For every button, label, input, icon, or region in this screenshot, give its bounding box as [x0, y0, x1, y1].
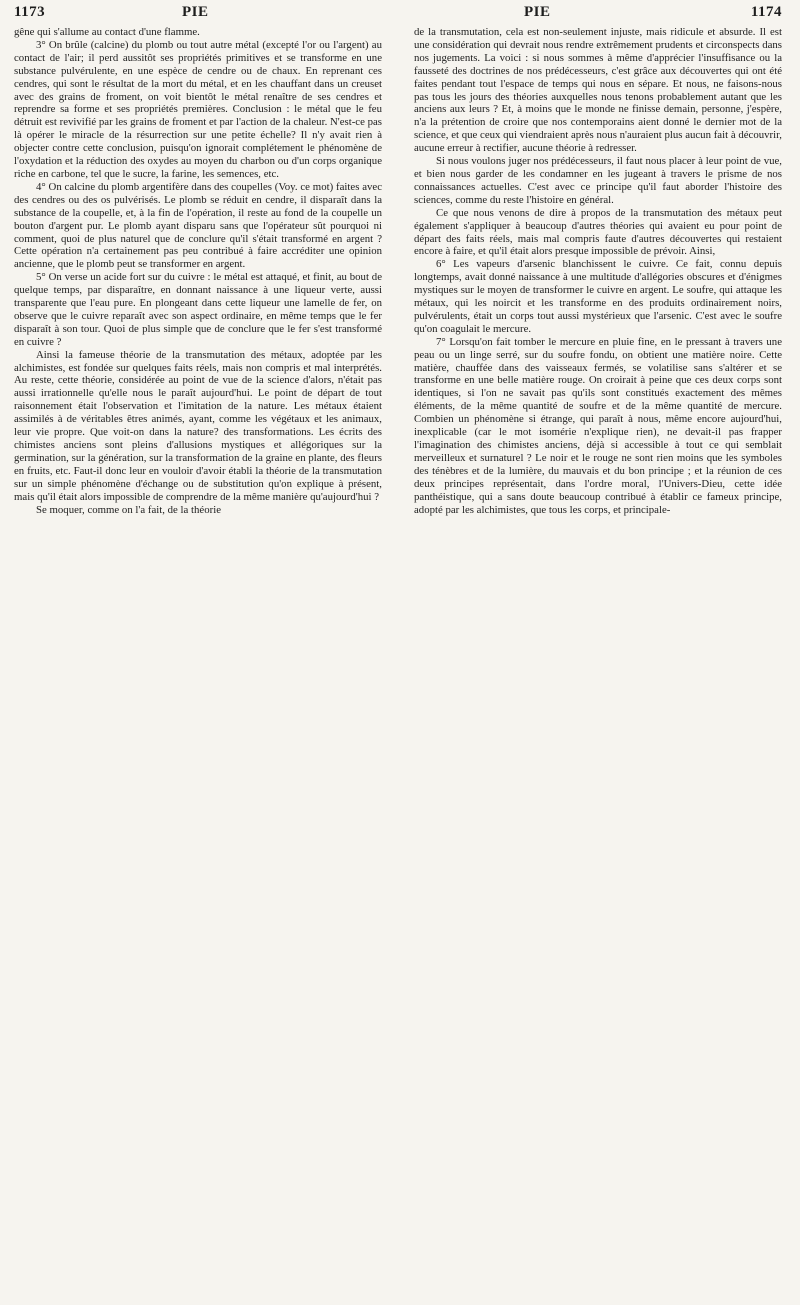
right-body-text [414, 26, 782, 516]
paragraph: 5° On verse un acide fort sur du cuivre : le métal est attaqué, et finit, au bout de quelque temps, par disparaître, en donnant naissance à une liqueur verte, aussi transparente que l'eau pure. En plongeant dans cette liqueur une lamelle de fer, on observe que le cuivre reparaît avec son aspect ordinaire, en même temps que le fer disparaît à son tour. Quoi de plus simple que de conclure que le fer s'est transformé en cuivre ? [14, 271, 382, 348]
paragraph: 7° Lorsqu'on fait tomber le mercure en pluie fine, en le pressant à travers une peau ou un linge serré, sur du soufre fondu, on obtient une matière noire. Cette matière, chauffée dans des vaisseaux fermés, se volatilise sans s'altérer et se transforme en une belle matière rouge. On croirait à peine que ces deux corps sont identiques, si l'on ne savait pas qu'ils sont constitués exactement des mêmes éléments, de la même quantité de soufre et de la même quantité de mercure. Combien un phénomène si étrange, qui paraît à nous, même encore aujourd'hui, inexplicable (car le mot isomérie n'explique rien), ne devait-il pas frapper l'imagination des chimistes anciens, déjà si accessible à tout ce qui semblait merveilleux et surnaturel ? Le noir et le rouge ne sont rien moins que les symboles des ténèbres et de la lumière, du mauvais et du bon principe ; et la réunion de ces deux principes représentait, dans l'ordre moral, l'Univers-Dieu, cette idée panthéistique, qui a sans doute beaucoup contribué à établir ce fameux principe, adopté par les alchimistes, que tous les corps, et principale- [414, 335, 782, 516]
paragraph: Si nous voulons juger nos prédécesseurs, il faut nous placer à leur point de vue, et bien nous garder de les condamner en les jugeant à travers le prisme de nos connaissances actuelles. C'est avec ce principe qu'il faut aborder l'histoire des sciences, comme du reste l'histoire en général. [414, 155, 782, 206]
paragraph: 6° Les vapeurs d'arsenic blanchissent le cuivre. Ce fait, connu depuis longtemps, avait donné naissance à une multitude d'allégories obscures et d'énigmes mystiques sur le moyen de transformer le cuivre en argent. Le soufre, qui attaque les métaux, qui les noircit et les transforme en des produits ordinairement noirs, pulvérulents, était un corps tout aussi mystérieux que l'arsenic. C'est avec le soufre qu'on coagulait le mercure. [414, 258, 782, 335]
left-page-number: 1173 [14, 4, 46, 20]
right-page-number: 1174 [750, 4, 782, 20]
left-headword: PIE [182, 4, 209, 20]
paragraph: Se moquer, comme on l'a fait, de la théorie [36, 503, 221, 516]
column-gutter [399, 40, 400, 1290]
paragraph: gêne qui s'allume au contact d'une flamme. [14, 26, 200, 38]
paragraph: de la transmutation, cela est non-seulement injuste, mais ridicule et absurde. Il est une considération qui devrait nous rendre extrêmement prudents et circonspects dans nos jugements. La voici : si nous sommes à même d'apprécier l'insuffisance ou la fausseté des doctrines de nos prédécesseurs, c'est grâce aux découvertes qui ont été faites pendant tout l'espace de temps qui nous en sépare. Et nous, ne faisons-nous pas tous les jours des théories auxquelles nous tenons probablement autant que les anciens aux leurs ? Et, à moins que le monde ne finisse demain, personne, j'espère, n'a la prétention de croire que nos contemporains aient donné le dernier mot de la science, et que ceux qui viendraient après nous n'auraient plus aucun fait à découvrir, aucune erreur à rectifier, aucune théorie à redresser. [414, 26, 782, 155]
paragraph: 3° On brûle (calcine) du plomb ou tout autre métal (excepté l'or ou l'argent) au contact de l'air; il perd aussitôt ses propriétés primitives et se transforme en une substance pulvérulente, en une espèce de cendre ou de chaux. En reprenant ces cendres, qui sont le résultat de la mort du métal, et en les chauffant dans un creuset avec des grains de froment, on voit bientôt le métal renaître de ses cendres et reprendre sa forme et ses propriétés premières. Conclusion : le métal que le feu détruit est revivifié par les grains de froment et par l'action de la chaleur. N'est-ce pas là opérer le miracle de la résurrection sur une petite échelle? Il n'y avait rien à objecter contre cette conclusion, puisqu'on ignorait complétement le phénomène de l'oxydation et la réduction des oxydes au moyen du charbon ou d'un corps organique riche en carbone, tel que le sucre, la farine, les semences, etc. [14, 38, 382, 180]
paragraph: Ce que nous venons de dire à propos de la transmutation des métaux peut également s'appliquer à beaucoup d'autres théories qui avaient eu pour point de départ des faits réels, mais mal compris faute d'autres découvertes qui restaient encore à faire, et qu'il était alors presque impossible de prévoir. Ainsi, [414, 206, 782, 258]
right-column [414, 0, 782, 1305]
left-body-text [14, 26, 382, 516]
right-headword: PIE [524, 4, 551, 20]
left-column [14, 0, 382, 1305]
paragraph: 4° On calcine du plomb argentifère dans des coupelles (Voy. ce mot) faites avec des cendres ou des os pulvérisés. Le plomb se réduit en cendre, il disparaît dans la substance de la coupelle, et, à la fin de l'opération, il reste au fond de la coupelle un bouton d'argent pur. Le plomb ayant disparu sans que l'opérateur sût pourquoi ni comment, quoi de plus naturel que de conclure qu'il s'était transformé en argent ? Cette opération n'a certainement pas peu contribué à faire accréditer une opinion ancienne, que le plomb peut se transformer en argent. [14, 180, 382, 271]
paragraph: Ainsi la fameuse théorie de la transmutation des métaux, adoptée par les alchimistes, est fondée sur quelques faits réels, mais non compris et mal interprétés. Au reste, cette théorie, considérée au point de vue de la science d'alors, n'était pas aussi irrationnelle qu'elle nous le paraît aujourd'hui. Le point de départ de tout raisonnement était l'observation et l'imitation de la nature. Les métaux étaient assimilés à de véritables êtres animés, ayant, comme les végétaux et les animaux, leur vie propre. Que voit-on dans la nature? des transformations. Les écrits des chimistes anciens sont pleins d'allusions mystiques et allégoriques sur la germination, sur la génération, sur la transformation de la graine en plante, des fleurs en fruits, etc. Faut-il donc leur en vouloir d'avoir établi la théorie de la transmutation sur un simple phénomène d'échange ou de substitution qu'on explique à présent, mais qu'il était alors impossible de comprendre de la même manière qu'aujourd'hui ? [14, 348, 382, 503]
left-running-head [14, 0, 382, 26]
right-running-head [414, 0, 782, 26]
